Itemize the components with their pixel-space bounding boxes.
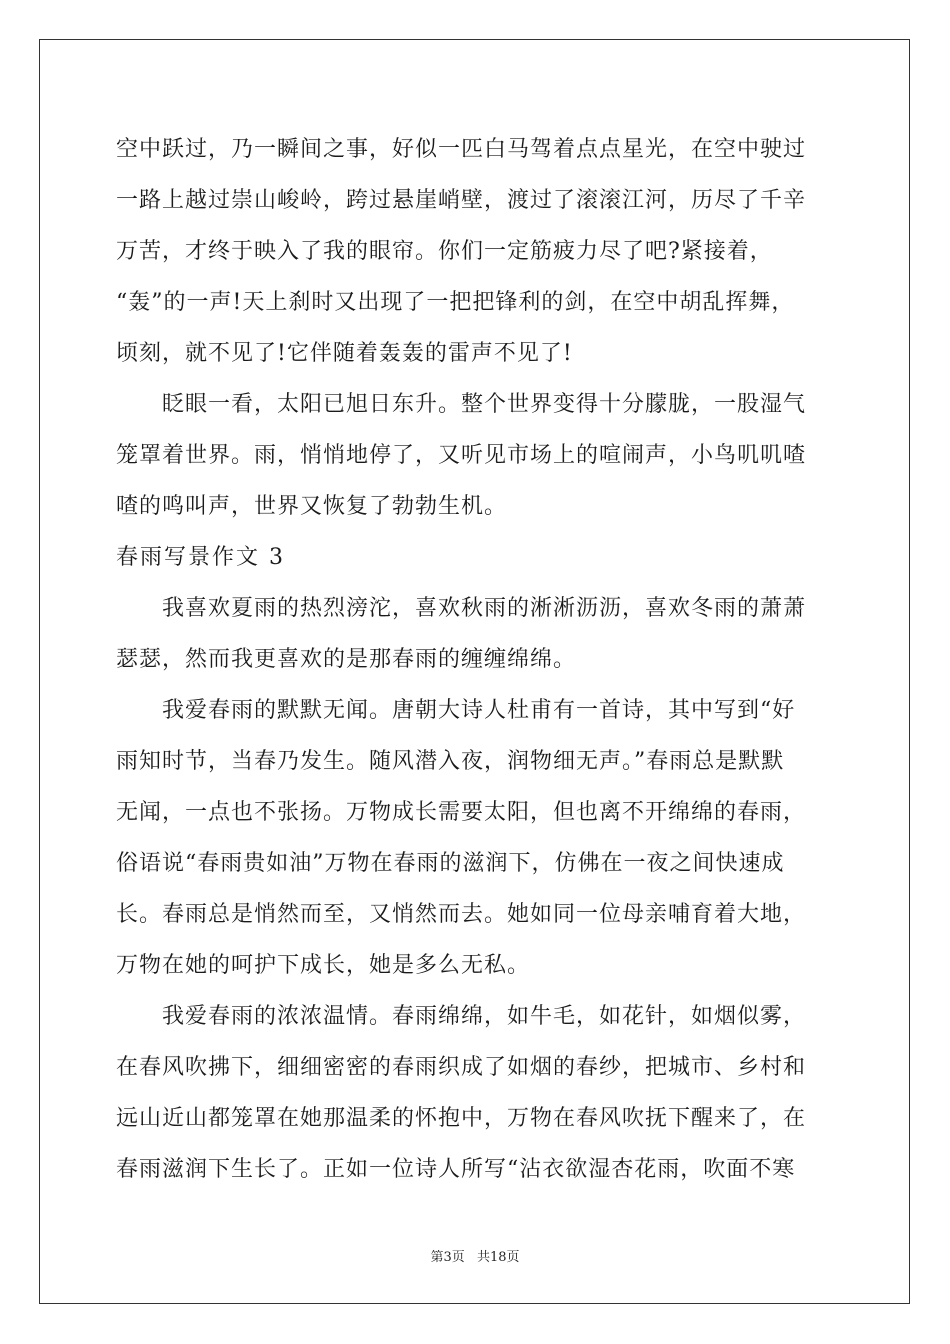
text-line: 长。春雨总是悄然而至，又悄然而去。她如同一位母亲哺育着大地， (116, 902, 807, 927)
text-line: 顷刻，就不见了!它伴随着轰轰的雷声不见了! (116, 341, 573, 366)
paragraph-start-line: 眨眼一看，太阳已旭日东升。整个世界变得十分朦胧，一股湿气 (162, 392, 807, 417)
text-line: 万物在她的呵护下成长，她是多么无私。 (116, 953, 531, 978)
page-number: 第3页 (430, 1250, 465, 1265)
paragraph-start-line: 我爱春雨的默默无闻。唐朝大诗人杜甫有一首诗，其中写到“好 (162, 698, 796, 723)
text-line: 喳的鸣叫声，世界又恢复了勃勃生机。 (116, 494, 508, 519)
page-footer (0, 1246, 950, 1265)
text-line: “轰”的一声!天上刹时又出现了一把把锋利的剑，在空中胡乱挥舞， (116, 290, 795, 315)
text-line: 俗语说“春雨贵如油”万物在春雨的滋润下，仿佛在一夜之间快速成 (116, 851, 785, 876)
text-line: 一路上越过崇山峻岭，跨过悬崖峭壁，渡过了滚滚江河，历尽了千辛 (116, 188, 807, 213)
text-line: 万苦，才终于映入了我的眼帘。你们一定筋疲力尽了吧?紧接着， (116, 239, 773, 264)
page-total: 共18页 (476, 1250, 520, 1265)
paragraph-start-line: 我喜欢夏雨的热烈滂沱，喜欢秋雨的淅淅沥沥，喜欢冬雨的萧萧 (162, 596, 807, 621)
text-line: 空中跃过，乃一瞬间之事，好似一匹白马驾着点点星光，在空中驶过 (116, 137, 807, 162)
text-line: 无闻，一点也不张扬。万物成长需要太阳，但也离不开绵绵的春雨， (116, 800, 807, 825)
text-line: 远山近山都笼罩在她那温柔的怀抱中，万物在春风吹抚下醒来了，在 (116, 1106, 807, 1131)
text-line: 瑟瑟，然而我更喜欢的是那春雨的缠缠绵绵。 (116, 647, 577, 672)
text-line: 笼罩着世界。雨，悄悄地停了，又听见市场上的喧闹声，小鸟叽叽喳 (116, 443, 807, 468)
text-line: 雨知时节，当春乃发生。随风潜入夜，润物细无声。”春雨总是默默 (116, 749, 785, 774)
section-heading: 春雨写景作文 3 (116, 545, 285, 570)
paragraph-start-line: 我爱春雨的浓浓温情。春雨绵绵，如牛毛，如花针，如烟似雾， (162, 1004, 807, 1029)
text-line: 在春风吹拂下，细细密密的春雨织成了如烟的春纱，把城市、乡村和 (116, 1055, 807, 1080)
document-body (116, 124, 836, 1195)
text-line: 春雨滋润下生长了。正如一位诗人所写“沾衣欲湿杏花雨，吹面不寒 (116, 1157, 796, 1182)
